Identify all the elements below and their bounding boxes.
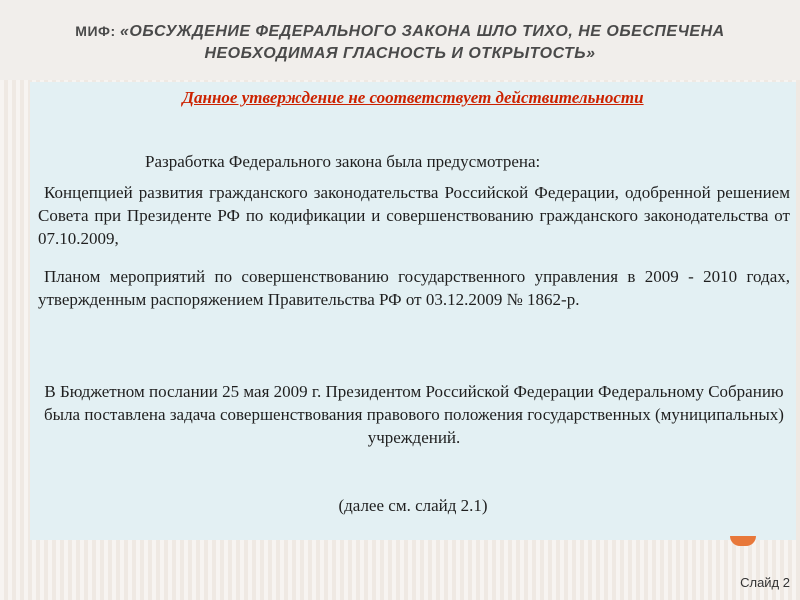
paragraph-next-slide-ref: (далее см. слайд 2.1) — [338, 496, 488, 515]
paragraph-budget-message: В Бюджетном послании 25 мая 2009 г. Президентом Российской Федерации Федеральному Собранию была поставлена задача совершенствования правового положения государственных (муниципальных) учреждений. — [44, 382, 784, 447]
title-text: «ОБСУЖДЕНИЕ ФЕДЕРАЛЬНОГО ЗАКОНА ШЛО ТИХО, НЕ ОБЕСПЕЧЕНА НЕОБХОДИМАЯ ГЛАСНОСТЬ И ОТКРЫТОСТЬ» — [120, 23, 725, 62]
paragraph-intro: Разработка Федерального закона была предусмотрена: — [145, 152, 541, 171]
slide-number: Слайд 2 — [740, 575, 790, 590]
slide-title — [10, 20, 790, 65]
paragraph-plan: Планом мероприятий по совершенствованию государственного управления в 2009 - 2010 годах, утвержденным распоряжением Правительства РФ от 03.12.2009 № 1862-р. — [38, 267, 790, 309]
subtitle-statement: Данное утверждение не соответствует действительности — [182, 88, 644, 107]
title-lead: МИФ: — [75, 23, 121, 39]
paragraph-concept: Концепцией развития гражданского законодательства Российской Федерации, одобренной решением Совета при Президенте РФ по кодификации и совершенствованию гражданского законодательства от 07.10.2009, — [38, 183, 790, 248]
